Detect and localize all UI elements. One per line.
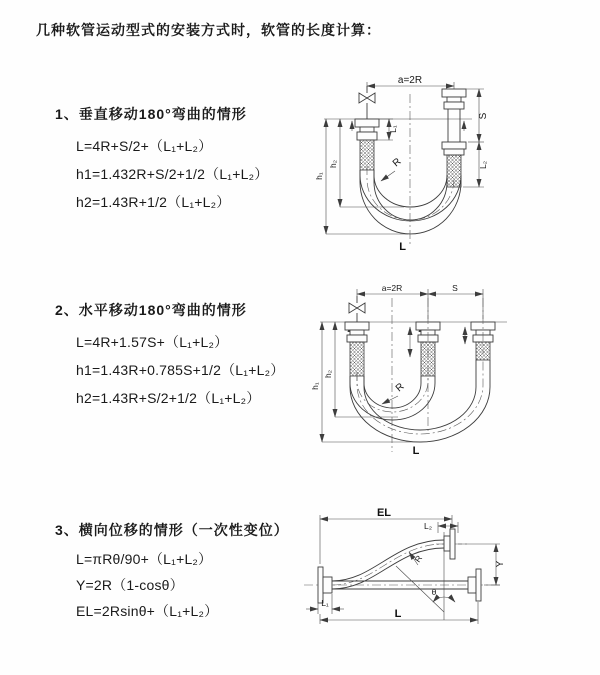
diagram-lateral-displacement: [296, 502, 598, 664]
formula-s2-l: L=4R+1.57S+（L₁+L₂）: [76, 334, 229, 350]
length-label-d1: L: [399, 241, 406, 253]
formula-s1-h2: h2=1.43R+1/2（L₁+L₂）: [76, 194, 231, 210]
dim-a2r-s-d2: [357, 283, 483, 319]
radius-leader-d3: [409, 552, 424, 565]
hose-u-bend-original: [350, 372, 435, 420]
section-2-heading: 2、水平移动180°弯曲的情形: [55, 302, 247, 318]
formula-s2-h1: h1=1.43R+0.785S+1/2（L₁+L₂）: [76, 362, 285, 378]
valve-icon: [349, 296, 365, 322]
dim-l2-label-d3: L₂: [423, 521, 432, 531]
formula-s3-l: L=πRθ/90+（L₁+L₂）: [76, 551, 213, 567]
radius-label-d2: R: [393, 381, 407, 395]
hose-end-fitting-left: [355, 119, 379, 170]
section-1-heading: 1、垂直移动180°弯曲的情形: [55, 106, 247, 122]
dim-y-label: Y: [495, 560, 506, 568]
length-label-d3: L: [394, 608, 402, 620]
radius-leader-d1: [381, 156, 403, 181]
radius-label: R: [390, 156, 404, 170]
dim-el-label: EL: [376, 507, 392, 519]
angle-theta-label: θ: [431, 587, 437, 597]
page-title: 几种软管运动型式的安装方式时，软管的长度计算：: [36, 22, 381, 38]
dim-s-label: S: [478, 112, 489, 120]
diagram-horizontal-180-bend: [302, 282, 587, 460]
formula-s1-l: L=4R+S/2+（L₁+L₂）: [76, 138, 213, 154]
radius-label-d3: R: [412, 553, 425, 565]
hose-end-fitting-left: [345, 322, 369, 376]
dim-s-l2-d1: [463, 89, 489, 187]
formula-s3-y: Y=2R（1-cosθ）: [76, 577, 184, 593]
formula-s1-h1: h1=1.432R+S/2+1/2（L₁+L₂）: [76, 166, 269, 182]
flange-right-displaced: [444, 529, 455, 559]
dim-a2r-label-d2: a=2R: [381, 283, 403, 293]
radius-leader-d2: [382, 381, 406, 404]
dim-h2-label-d2: h₂: [323, 369, 333, 379]
dim-h2-label: h₂: [328, 159, 338, 169]
section-3-formulas: [76, 546, 218, 624]
dim-h1-label-d2: h₁: [310, 382, 320, 390]
section-2-formulas: [76, 328, 284, 412]
hose-u-bend: [360, 166, 461, 234]
dim-l-d3: [320, 602, 478, 624]
dim-a2r-d1: [367, 76, 454, 90]
formula-s3-el: EL=2Rsinθ+（L₁+L₂）: [76, 603, 219, 619]
diagram-vertical-180-bend: [302, 76, 587, 254]
dim-h1-label: h₁: [314, 172, 324, 180]
dim-s-label-d2: S: [452, 283, 458, 293]
dim-el: [320, 507, 452, 564]
dim-l2-label: L₂: [478, 160, 488, 170]
dim-a2r-label: a=2R: [397, 76, 423, 86]
section-3-heading: 3、横向位移的情形（一次性变位）: [55, 522, 289, 538]
formula-s2-h2: h2=1.43R+S/2+1/2（L₁+L₂）: [76, 390, 261, 406]
dim-l1-label: L₁: [388, 125, 398, 133]
flange-right-original: [468, 569, 481, 601]
dim-y: [458, 544, 506, 585]
hose-end-fitting-right: [442, 89, 466, 187]
valve-icon: [359, 86, 375, 119]
dim-l1-label-d3: L₁: [321, 598, 329, 608]
length-label-d2: L: [412, 445, 420, 457]
section-1-formulas: [76, 132, 268, 216]
dim-l1-d3: [306, 594, 344, 614]
